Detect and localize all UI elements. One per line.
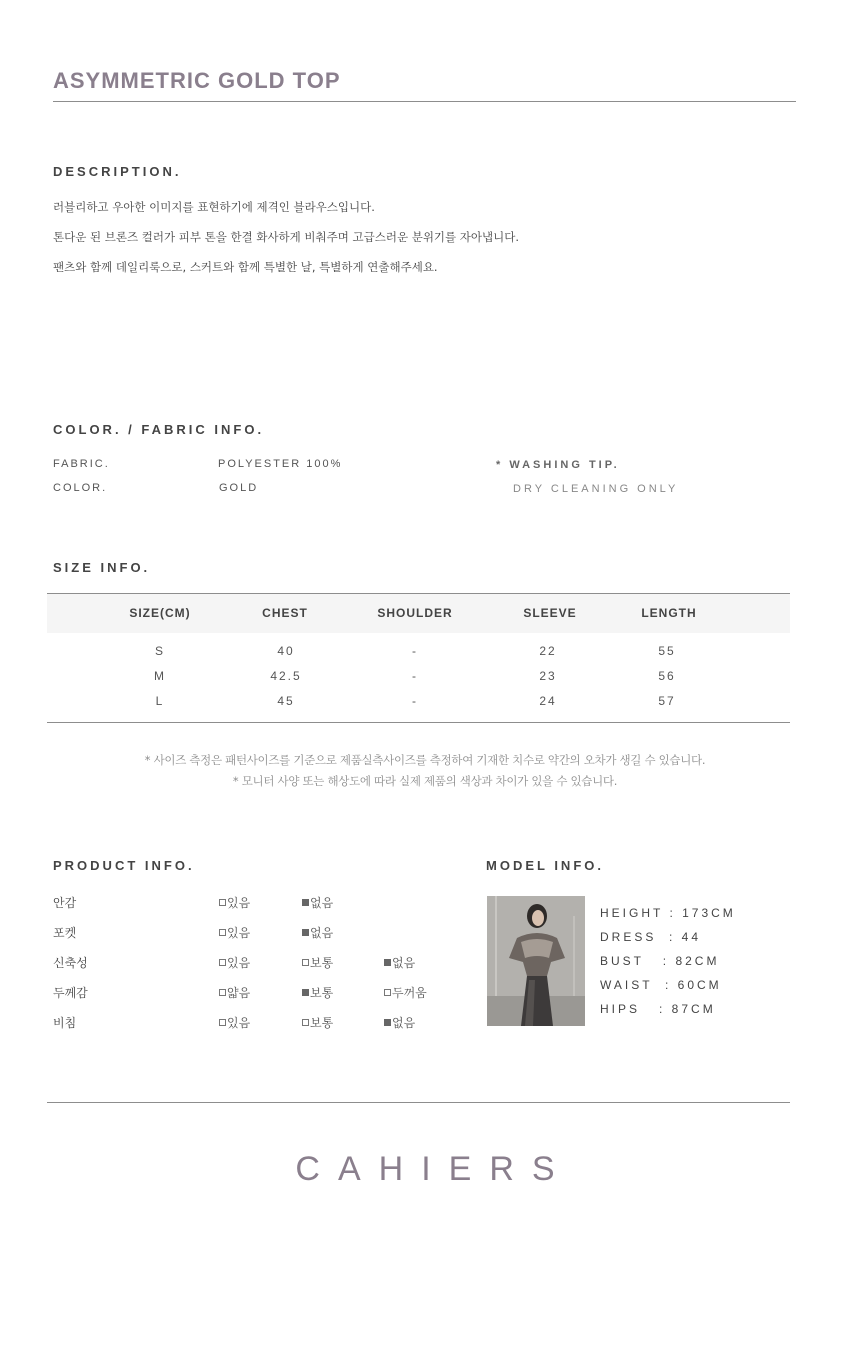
product-info-option: 없음 <box>302 924 333 941</box>
product-info-option: 없음 <box>384 1014 415 1031</box>
size-table-cell: S <box>154 644 165 658</box>
product-info-option: 있음 <box>219 954 250 971</box>
checkbox-filled-icon <box>384 1019 391 1026</box>
model-stat-height: HEIGHT : 173CM <box>600 906 736 920</box>
footer-divider <box>47 1102 790 1103</box>
size-table-header-cell: LENGTH <box>641 606 697 620</box>
model-stat-waist: WAIST : 60CM <box>600 978 722 992</box>
checkbox-filled-icon <box>384 959 391 966</box>
product-info-option: 두꺼움 <box>384 984 427 1001</box>
description-line: 팬츠와 함께 데일리룩으로, 스커트와 함께 특별한 날, 특별하게 연출해주세요. <box>53 260 438 274</box>
checkbox-empty-icon <box>302 959 309 966</box>
product-info-label: 두께감 <box>53 986 88 1000</box>
color-value: GOLD <box>219 482 259 494</box>
product-info-label: 신축성 <box>53 956 88 970</box>
checkbox-empty-icon <box>219 959 226 966</box>
size-note: * 사이즈 측정은 패턴사이즈를 기준으로 제품실측사이즈를 측정하여 기재한 치수로 약간의 오차가 생길 수 있습니다. <box>144 753 706 767</box>
checkbox-filled-icon <box>302 929 309 936</box>
model-stat-hips: HIPS : 87CM <box>600 1002 716 1016</box>
size-table-cell: 24 <box>539 694 557 708</box>
model-info-heading: MODEL INFO. <box>486 858 604 873</box>
brand-logo: CAHIERS <box>295 1150 573 1188</box>
size-table-cell: 45 <box>277 694 295 708</box>
product-info-label: 안감 <box>53 896 77 910</box>
size-table-bottom-rule <box>47 722 790 723</box>
size-table-cell: - <box>412 694 418 708</box>
description-line: 톤다운 된 브론즈 컬러가 피부 톤을 한결 화사하게 비춰주며 고급스러운 분위기를 자아냅니다. <box>53 230 520 244</box>
checkbox-filled-icon <box>302 989 309 996</box>
product-info-option: 보통 <box>302 954 333 971</box>
title-divider <box>53 101 796 102</box>
product-info-label: 비침 <box>53 1016 77 1030</box>
model-photo-illustration <box>487 896 585 1026</box>
checkbox-filled-icon <box>302 899 309 906</box>
product-info-option: 얇음 <box>219 984 250 1001</box>
product-info-label: 포켓 <box>53 926 77 940</box>
size-table-cell: 23 <box>539 669 557 683</box>
size-table-cell: 40 <box>277 644 295 658</box>
size-table-cell: 55 <box>658 644 676 658</box>
product-info-option: 있음 <box>219 924 250 941</box>
size-table-cell: 42.5 <box>270 669 302 683</box>
size-table-header-cell: SLEEVE <box>523 606 577 620</box>
checkbox-empty-icon <box>219 989 226 996</box>
checkbox-empty-icon <box>219 899 226 906</box>
checkbox-empty-icon <box>219 1019 226 1026</box>
size-info-heading: SIZE INFO. <box>53 560 151 575</box>
washing-tip-title: * WASHING TIP. <box>496 459 620 471</box>
washing-tip-value: DRY CLEANING ONLY <box>513 483 679 495</box>
size-table-cell: - <box>412 644 418 658</box>
model-stat-bust: BUST : 82CM <box>600 954 720 968</box>
product-info-option: 없음 <box>384 954 415 971</box>
checkbox-empty-icon <box>219 929 226 936</box>
checkbox-empty-icon <box>384 989 391 996</box>
product-info-option: 보통 <box>302 984 333 1001</box>
size-table-cell: M <box>154 669 166 683</box>
color-fabric-heading: COLOR. / FABRIC INFO. <box>53 422 265 437</box>
size-table-cell: 22 <box>539 644 557 658</box>
product-info-option: 보통 <box>302 1014 333 1031</box>
size-table-cell: 56 <box>658 669 676 683</box>
size-table-header-cell: SIZE(CM) <box>129 606 191 620</box>
color-label: COLOR. <box>53 482 108 494</box>
product-info-option: 있음 <box>219 1014 250 1031</box>
product-info-heading: PRODUCT INFO. <box>53 858 195 873</box>
size-table-cell: 57 <box>658 694 676 708</box>
product-info-option: 있음 <box>219 894 250 911</box>
description-heading: DESCRIPTION. <box>53 164 182 179</box>
size-note: * 모니터 사양 또는 해상도에 따라 실제 제품의 색상과 차이가 있을 수 있습니다. <box>232 774 618 788</box>
size-table-cell: L <box>155 694 165 708</box>
size-table-header-cell: CHEST <box>262 606 308 620</box>
checkbox-empty-icon <box>302 1019 309 1026</box>
product-title: ASYMMETRIC GOLD TOP <box>53 68 341 93</box>
description-line: 러블리하고 우아한 이미지를 표현하기에 제격인 블라우스입니다. <box>53 200 375 214</box>
model-stat-dress: DRESS : 44 <box>600 930 702 944</box>
model-photo <box>487 896 585 1026</box>
size-table-header-cell: SHOULDER <box>377 606 453 620</box>
product-info-option: 없음 <box>302 894 333 911</box>
fabric-label: FABRIC. <box>53 458 110 470</box>
fabric-value: POLYESTER 100% <box>218 458 343 470</box>
size-table-cell: - <box>412 669 418 683</box>
